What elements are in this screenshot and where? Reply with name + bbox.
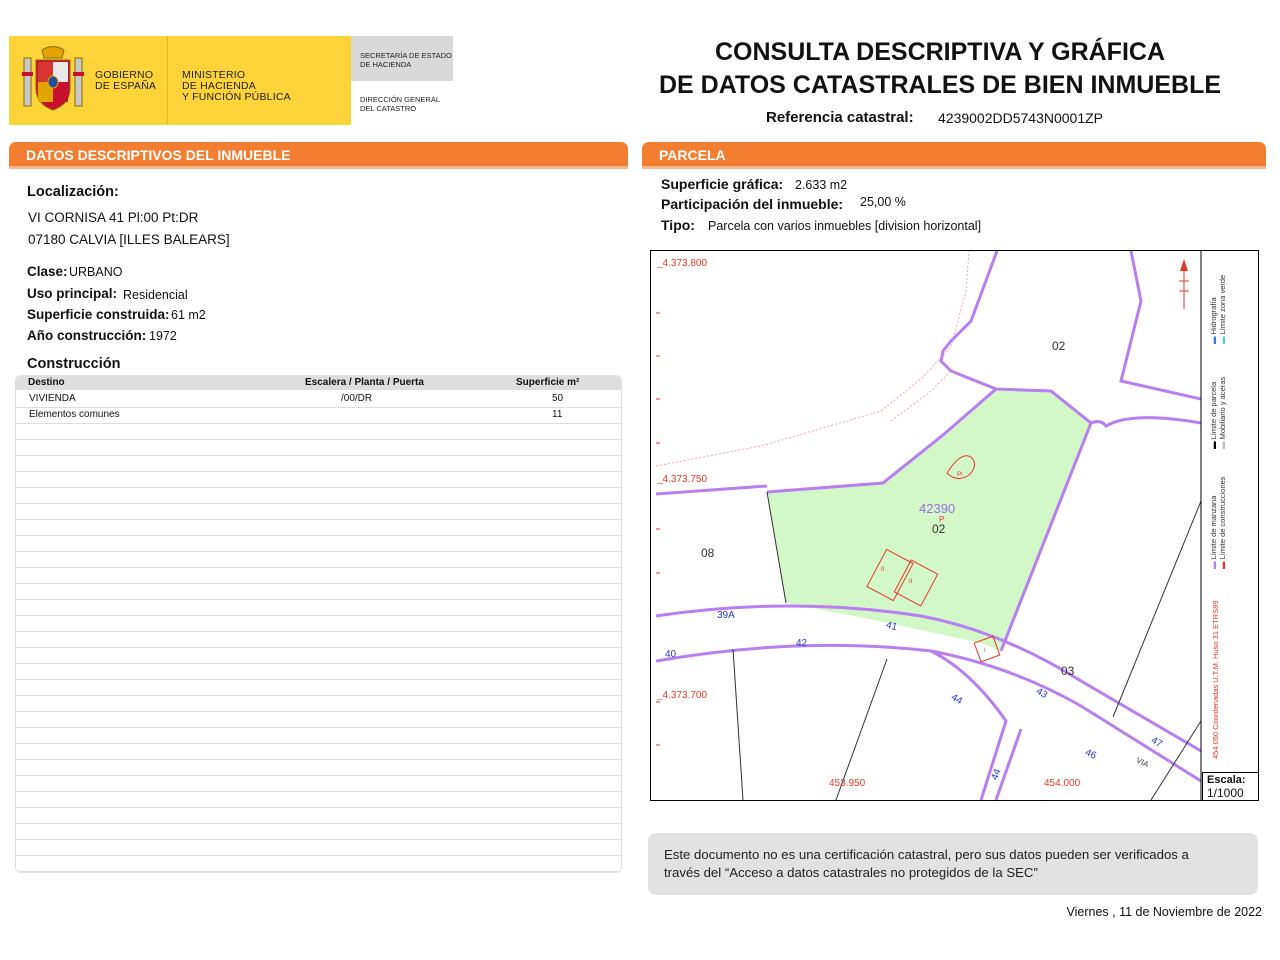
coord-north-2: _4.373.750 <box>657 474 708 485</box>
house-number-42: 42 <box>796 638 808 649</box>
legend-coords-note: 454.050 Coordenadas U.T.M. Huso 31 ETRS89 <box>1211 600 1220 759</box>
house-number-43: 43 <box>1033 685 1050 702</box>
empty-table-row <box>16 839 621 856</box>
parcel-02-top-label: 02 <box>1052 339 1066 353</box>
direccion-line1: DIRECCIÓN GENERAL <box>360 95 441 104</box>
row-superficie: 11 <box>552 409 563 420</box>
clase-value: URBANO <box>69 265 123 279</box>
block-limit <box>941 251 997 389</box>
empty-table-row <box>16 631 621 648</box>
tipo-label: Tipo: <box>661 217 695 233</box>
section-bar-parcela: PARCELA <box>642 142 1266 166</box>
coord-east-1: 453.950 <box>829 778 866 789</box>
anio-construccion-label: Año construcción: <box>27 328 147 343</box>
parcel-fill <box>767 389 1091 651</box>
superficie-grafica-label: Superficie gráfica: <box>661 176 784 192</box>
green-zone-limit <box>656 251 969 466</box>
empty-table-row <box>16 551 621 568</box>
house-number-41: 41 <box>884 619 899 634</box>
parcel-08-label: 08 <box>701 546 715 560</box>
disclaimer-line2: través del “Acceso a datos catastrales no protegidos de la SEC” <box>664 865 1038 880</box>
coord-north-3: _4.373.700 <box>657 690 708 701</box>
localizacion-line1: VI CORNISA 41 Pl:00 Pt:DR <box>28 210 199 225</box>
via-label: VIA <box>1134 755 1151 770</box>
empty-table-row <box>16 647 621 664</box>
parcel-limit <box>733 649 743 800</box>
secretaria-line2: DE HACIENDA <box>360 60 412 69</box>
empty-table-row <box>16 535 621 552</box>
empty-table-row <box>16 455 621 472</box>
anio-construccion-value: 1972 <box>149 329 177 343</box>
empty-table-row <box>16 487 621 504</box>
gov-name-line1: GOBIERNO <box>95 69 154 81</box>
logo-divider <box>167 36 168 125</box>
document-title-line2: DE DATOS CATASTRALES DE BIEN INMUEBLE <box>658 71 1222 99</box>
legend-parcela: Límite de parcela <box>1209 381 1218 440</box>
empty-table-row <box>16 679 621 696</box>
disclaimer-line1: Este documento no es una certificación catastral, pero sus datos pueden ser verificados a <box>664 847 1189 862</box>
empty-table-row <box>16 663 621 680</box>
coat-of-arms-icon <box>22 44 84 114</box>
construccion-table <box>15 375 622 873</box>
map-canvas <box>651 251 1258 800</box>
localizacion-line2: 07180 CALVIA [ILLES BALEARS] <box>28 232 230 247</box>
legend-mobiliario: Mobiliario y aceras <box>1218 376 1227 440</box>
construction-pi-label: PI <box>957 472 963 478</box>
col-escalera-planta-puerta: Escalera / Planta / Puerta <box>305 377 424 388</box>
house-number-44: 44 <box>948 691 965 708</box>
house-number-47: 47 <box>1148 734 1165 751</box>
parcel-p-label: P <box>939 515 945 524</box>
legend-hidrografia: Hidrografía <box>1209 297 1218 335</box>
uso-principal-label: Uso principal: <box>27 286 118 301</box>
scale-value: 1/1000 <box>1207 786 1244 800</box>
legend-row-4: ▬ Mobiliario y aceras <box>1218 376 1227 449</box>
row-destino: Elementos comunes <box>29 409 120 420</box>
parcel-id-label: 42390 <box>919 501 956 516</box>
gov-name-line2: DE ESPAÑA <box>95 80 157 92</box>
legend-construcciones: Límite de construcciones <box>1218 476 1227 560</box>
ref-catastral-value: 4239002DD5743N0001ZP <box>938 110 1104 126</box>
empty-table-row <box>16 759 621 776</box>
row-escalera: /00/DR <box>341 393 373 404</box>
empty-table-row <box>16 775 621 792</box>
empty-table-row <box>16 791 621 808</box>
legend-row-5: ▬ Límite de manzana <box>1209 495 1218 569</box>
empty-table-row <box>16 583 621 600</box>
section-title-suffix: INMUEBLE <box>217 147 291 163</box>
legend-row-6: ▬ Límite de construcciones <box>1218 476 1227 569</box>
empty-table-row <box>16 807 621 824</box>
coord-north-1: _4.373.800 <box>657 258 708 269</box>
participacion-value: 25,00 % <box>860 195 906 209</box>
scale-box <box>1202 772 1259 801</box>
secretaria-line1: SECRETARÍA DE ESTADO <box>360 51 452 60</box>
uso-principal-value: Residencial <box>123 288 188 302</box>
table-header <box>16 376 621 390</box>
ref-catastral-label: Referencia catastral: <box>766 109 914 126</box>
tipo-value: Parcela con varios inmuebles [division horizontal] <box>708 219 982 233</box>
empty-table-row <box>16 855 621 872</box>
parcel-limit <box>1113 501 1201 717</box>
empty-table-row <box>16 711 621 728</box>
row-superficie: 50 <box>552 393 564 404</box>
construction-ii-label: II <box>909 579 913 585</box>
north-arrow-icon <box>1179 259 1189 309</box>
cadastral-map <box>650 250 1259 801</box>
construction-i-label: I <box>984 648 986 654</box>
parcel-number-label: 02 <box>932 522 946 536</box>
col-superficie: Superficie m² <box>516 377 580 388</box>
scale-label: Escala: <box>1207 774 1246 786</box>
parcel-03-label: 03 <box>1061 664 1075 678</box>
legend-row-1: ▬ Hidrografía <box>1209 297 1218 344</box>
legend-row-3: ▬ Límite de parcela <box>1209 381 1218 449</box>
disclaimer-text <box>664 846 1244 882</box>
construccion-title: Construcción <box>27 356 121 372</box>
row-destino: VIVIENDA <box>29 393 76 404</box>
clase-label: Clase: <box>27 264 68 279</box>
empty-table-row <box>16 471 621 488</box>
table-row <box>16 407 621 424</box>
ministry-line3: Y FUNCIÓN PÚBLICA <box>182 91 291 103</box>
document-title-line1: CONSULTA DESCRIPTIVA Y GRÁFICA <box>714 38 1166 66</box>
section-bar-underline <box>642 166 1266 169</box>
superficie-construida-value: 61 m2 <box>171 308 206 322</box>
superficie-construida-label: Superficie construida: <box>27 307 170 322</box>
section-title-prefix: DATOS DESCRIPTIVOS DEL <box>26 147 218 163</box>
localizacion-label: Localización: <box>27 184 119 200</box>
coordinate-ticks <box>656 313 660 745</box>
block-limit <box>1121 251 1201 399</box>
empty-table-row <box>16 423 621 440</box>
empty-table-row <box>16 727 621 744</box>
legend-zona-verde: Límite zona verde <box>1218 274 1227 335</box>
house-number-46: 46 <box>1083 747 1098 762</box>
empty-table-row <box>16 503 621 520</box>
construction-ii-label: II <box>881 567 885 573</box>
section-bar-datos-descriptivos <box>9 142 628 166</box>
empty-table-row <box>16 599 621 616</box>
house-number-39a: 39A <box>717 610 735 621</box>
section-bar-underline <box>9 166 628 169</box>
house-number-44-b: 44 <box>989 767 1004 782</box>
col-destino: Destino <box>28 377 65 388</box>
house-number-40: 40 <box>665 649 677 660</box>
legend-row-2: ▬ Límite zona verde <box>1218 274 1227 344</box>
empty-table-row <box>16 695 621 712</box>
empty-table-row <box>16 439 621 456</box>
block-limit <box>1091 418 1201 426</box>
table-row <box>16 391 621 408</box>
empty-table-row <box>16 823 621 840</box>
direccion-line2: DEL CATASTRO <box>360 104 417 113</box>
legend-manzana: Límite de manzana <box>1209 495 1218 560</box>
ministry-line1: MINISTERIO <box>182 69 246 81</box>
empty-table-row <box>16 567 621 584</box>
ministry-line2: DE HACIENDA <box>182 80 256 92</box>
empty-table-row <box>16 519 621 536</box>
empty-table-row <box>16 615 621 632</box>
empty-table-row <box>16 743 621 760</box>
participacion-label: Participación del inmueble: <box>661 196 844 212</box>
document-date: Viernes , 11 de Noviembre de 2022 <box>1066 905 1262 919</box>
block-limit <box>656 486 767 494</box>
coord-east-2: 454.000 <box>1044 778 1081 789</box>
superficie-grafica-value: 2.633 m2 <box>795 178 848 192</box>
parcel-limit <box>1148 721 1201 800</box>
